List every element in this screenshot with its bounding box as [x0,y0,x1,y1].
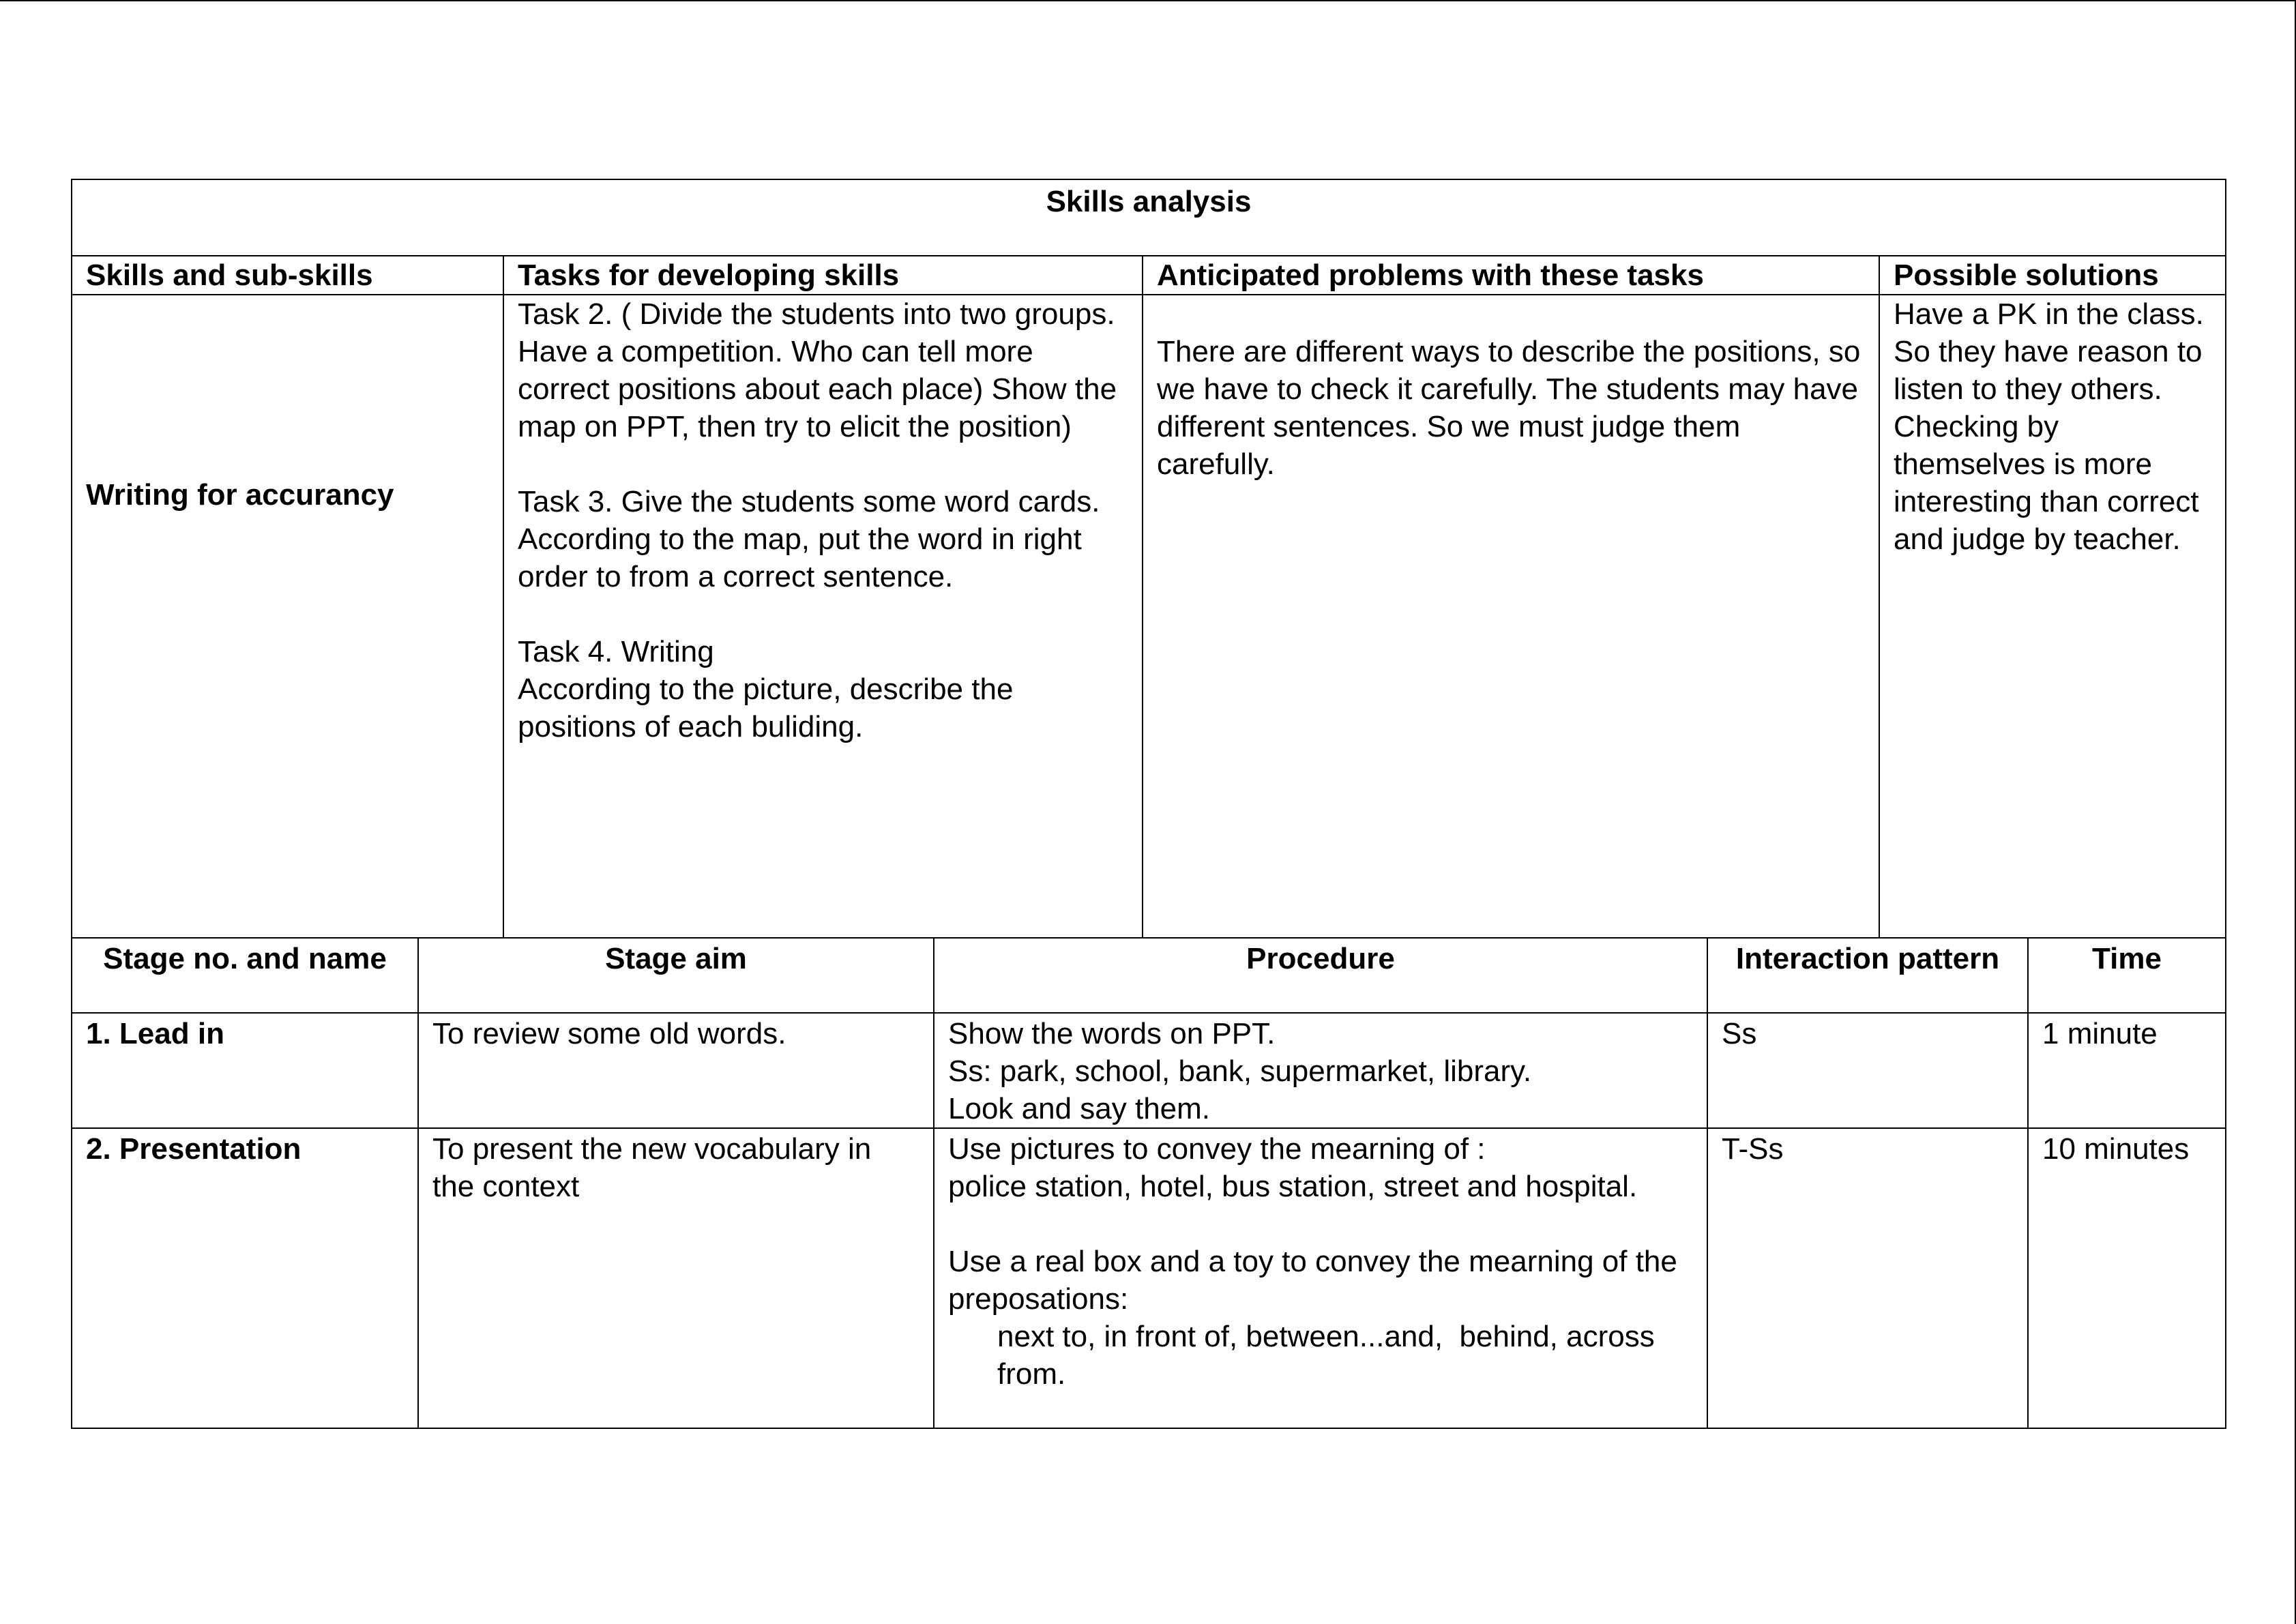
header-tasks: Tasks for developing skills [503,256,1143,295]
skill-label: Writing for accurancy [86,478,394,512]
header-solutions: Possible solutions [1879,256,2226,295]
header-time: Time [2028,938,2226,1013]
stage-time: 10 minutes [2028,1128,2226,1428]
header-procedure: Procedure [934,938,1707,1013]
skills-analysis-table [71,179,2226,939]
stage-aim: To present the new vocabulary in the context [418,1128,934,1428]
header-stage: Stage no. and name [72,938,418,1013]
stage-interaction: Ss [1707,1013,2028,1128]
procedure-text: Use pictures to convey the mearning of : police station, hotel, bus station, street and hospital. Use a real box and a toy to convey the mearning of the preposations: [948,1132,1677,1316]
solutions-cell: Have a PK in the class. So they have reason to listen to they others. Checking by themselves is more interesting than correct and judge by teacher. [1879,295,2226,938]
tasks-cell: Task 2. ( Divide the students into two groups. Have a competition. Who can tell more correct positions about each place) Show the map on PPT, then try to elicit the position) Task 3. Give the students some word cards. According to the map, put the word in right order to from a correct sentence. Task 4. Writing According to the picture, describe the positions of each buliding. [503,295,1143,938]
stage-name: 1. Lead in [72,1013,418,1128]
stage-procedure [934,1128,1707,1428]
skills-analysis-title: Skills analysis [72,179,2226,256]
procedure-prepositions: next to, in front of, between...and, behind, across from. [997,1320,1663,1391]
stage-name: 2. Presentation [72,1128,418,1428]
header-skills: Skills and sub-skills [72,256,503,295]
document [71,179,2225,1429]
stage-interaction: T-Ss [1707,1128,2028,1428]
stage-aim: To review some old words. [418,1013,934,1128]
stage-time: 1 minute [2028,1013,2226,1128]
stage-procedure: Show the words on PPT. Ss: park, school, bank, supermarket, library. Look and say them. [934,1013,1707,1128]
skill-cell [72,295,503,938]
problems-cell: There are different ways to describe the positions, so we have to check it carefully. The students may have different sentences. So we must judge them carefully. [1143,295,1879,938]
header-interaction: Interaction pattern [1707,938,2028,1013]
header-aim: Stage aim [418,938,934,1013]
stages-table [71,937,2226,1429]
header-problems: Anticipated problems with these tasks [1143,256,1879,295]
